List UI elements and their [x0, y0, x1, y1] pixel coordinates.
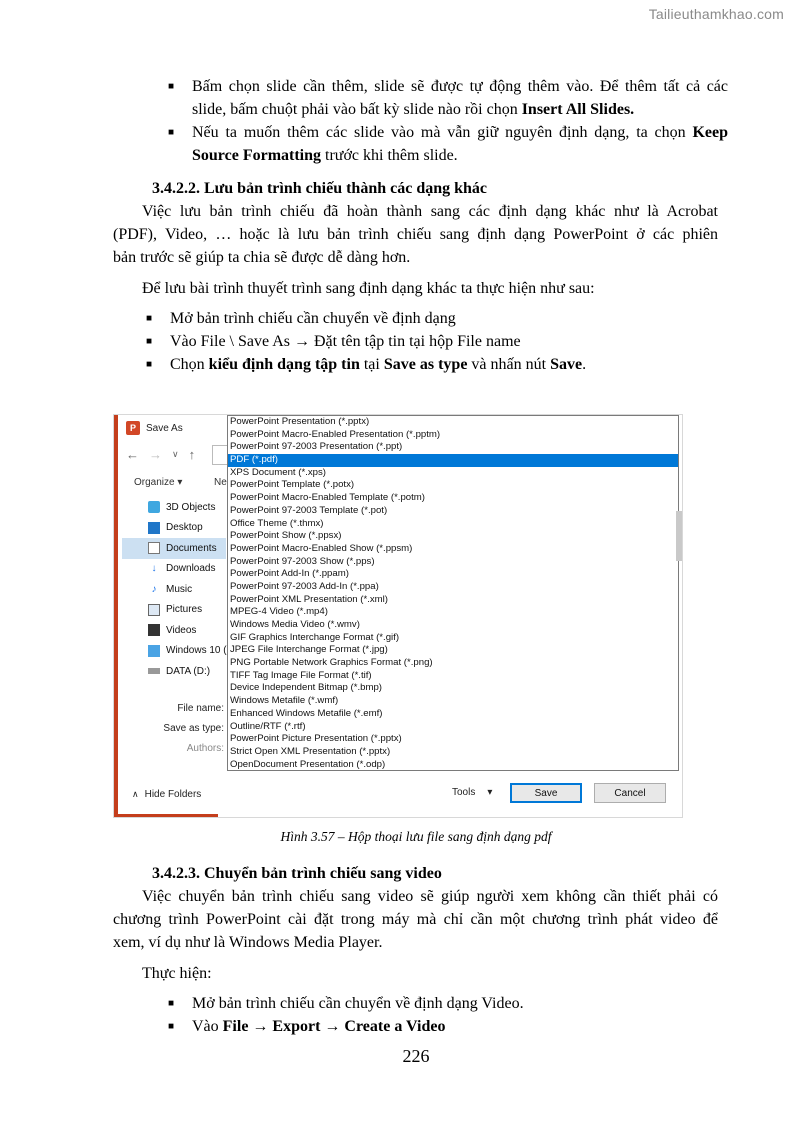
type-option[interactable]: OpenDocument Presentation (*.odp): [230, 758, 386, 770]
type-option[interactable]: PowerPoint 97-2003 Presentation (*.ppt): [230, 441, 403, 453]
arrow-right-icon: →: [324, 1018, 341, 1035]
type-option[interactable]: PowerPoint Picture Presentation (*.pptx): [230, 733, 402, 745]
sidebar-item-label: Downloads: [166, 563, 216, 575]
sidebar-item-label: Pictures: [166, 604, 203, 616]
heading-3422: 3.4.2.2. Lưu bản trình chiếu thành các dạng khác: [152, 180, 488, 197]
pictures-icon: [148, 604, 160, 616]
step-choose-type: [146, 353, 586, 376]
bullet-insert-all: [168, 75, 728, 121]
type-option[interactable]: Enhanced Windows Metafile (*.emf): [230, 707, 383, 719]
type-option[interactable]: PowerPoint Template (*.potx): [230, 479, 355, 491]
type-option[interactable]: JPEG File Interchange Format (*.jpg): [230, 644, 388, 656]
bullet-square-icon: ■: [168, 1021, 175, 1032]
type-option[interactable]: Device Independent Bitmap (*.bmp): [230, 682, 382, 694]
para-3422-line1: Việc lưu bản trình chiếu đã hoàn thành sang các định dạng khác như là Acrobat: [142, 203, 718, 220]
video-step-export: [168, 1015, 445, 1038]
type-option[interactable]: TIFF Tag Image File Format (*.tif): [230, 669, 372, 681]
navigation-pane: [122, 497, 226, 682]
para-3422-line3: bản trước sẽ giúp ta chia sẽ được dễ dàng hơn.: [113, 249, 411, 266]
step-text: Mở bản trình chiếu cần chuyển về định dạng: [170, 310, 456, 327]
step-text: Mở bản trình chiếu cần chuyển về định dạng Video.: [192, 995, 524, 1012]
bullet-square-icon: ■: [146, 359, 153, 370]
sidebar-item-label: Videos: [166, 624, 197, 636]
window-accent-bar: [114, 415, 118, 818]
type-option[interactable]: XPS Document (*.xps): [230, 466, 326, 478]
file-name-label: File name:: [177, 703, 224, 714]
step-text: Chọn kiểu định dạng tập tin tại Save as type và nhấn nút Save.: [170, 356, 587, 373]
up-arrow-icon[interactable]: ↑: [188, 447, 196, 462]
step-save-as: [146, 330, 521, 353]
sidebar-item-3d-objects[interactable]: [122, 497, 226, 518]
sidebar-item-label: Documents: [166, 542, 217, 554]
bullet-keep-format: [168, 121, 728, 167]
sidebar-item-data-drive[interactable]: [122, 661, 226, 682]
bullet-text-line2: slide, bấm chuột phải vào bất kỳ slide nào rồi chọn Insert All Slides.: [192, 101, 635, 118]
para-3423-line2: chương trình PowerPoint cài đặt trong máy mà chỉ cần một chương trình phát video để: [113, 911, 718, 928]
type-option[interactable]: PowerPoint 97-2003 Add-In (*.ppa): [230, 580, 379, 592]
cancel-button[interactable]: Cancel: [594, 783, 666, 803]
type-option[interactable]: PowerPoint XML Presentation (*.xml): [230, 593, 389, 605]
sidebar-item-downloads[interactable]: [122, 559, 226, 580]
sidebar-item-label: Desktop: [166, 522, 203, 534]
type-option[interactable]: PowerPoint 97-2003 Template (*.pot): [230, 504, 388, 516]
bullet-text: Nếu ta muốn thêm các slide vào mà vẫn giữ nguyên định dạng, ta chọn Keep: [192, 124, 728, 141]
type-option[interactable]: PowerPoint Macro-Enabled Show (*.ppsm): [230, 542, 413, 554]
figure-caption: Hình 3.57 – Hộp thoại lưu file sang định dạng pdf: [280, 829, 552, 844]
form-labels: [154, 699, 224, 759]
authors-label: Authors:: [186, 743, 224, 754]
save-button[interactable]: Save: [510, 783, 582, 803]
thuc-hien-label: Thực hiện:: [142, 965, 212, 982]
type-option[interactable]: PNG Portable Network Graphics Format (*.png): [230, 657, 433, 669]
type-option[interactable]: PowerPoint Presentation (*.pptx): [230, 416, 370, 427]
chevron-up-icon: ∧: [132, 789, 139, 799]
bullet-text: Bấm chọn slide cần thêm, slide sẽ được tự động thêm vào. Để thêm tất cả các: [192, 78, 728, 95]
type-option[interactable]: GIF Graphics Interchange Format (*.gif): [230, 631, 400, 643]
chevron-down-icon[interactable]: ∨: [172, 449, 179, 459]
window-accent-bottom: [114, 814, 218, 817]
para-3423-line1: Việc chuyển bản trình chiếu sang video sẽ giúp người xem không cần thiết phải có: [142, 888, 718, 905]
step-text: Vào File → Export → Create a Video: [192, 1018, 446, 1035]
type-option-selected-pdf[interactable]: PDF (*.pdf): [228, 454, 678, 467]
music-note-icon: ♪: [151, 583, 157, 595]
windows-drive-icon: [148, 645, 160, 657]
bullet-text-line2: Source Formatting trước khi thêm slide.: [192, 147, 458, 164]
bullet-square-icon: ■: [168, 127, 175, 138]
save-as-dialog-screenshot: [113, 414, 683, 818]
dialog-titlebar: [118, 415, 226, 441]
hide-folders-label: Hide Folders: [144, 789, 202, 800]
watermark: Tailieuthamkhao.com: [648, 6, 784, 22]
heading-3423: 3.4.2.3. Chuyển bản trình chiếu sang video: [152, 865, 442, 882]
video-step-open: [168, 992, 524, 1015]
type-option[interactable]: MPEG-4 Video (*.mp4): [230, 606, 328, 618]
type-option[interactable]: PowerPoint Macro-Enabled Presentation (*.pptm): [230, 428, 441, 440]
para-3422-intro-steps: Để lưu bài trình thuyết trình sang định dạng khác ta thực hiện như sau:: [142, 280, 595, 297]
hide-folders-toggle[interactable]: [132, 789, 201, 800]
sidebar-item-label: Windows 10 (: [166, 645, 227, 657]
bullet-square-icon: ■: [146, 336, 153, 347]
3d-objects-icon: [148, 501, 160, 513]
bullet-square-icon: ■: [168, 81, 175, 92]
type-option[interactable]: PowerPoint Add-In (*.ppam): [230, 568, 349, 580]
drive-icon: [148, 668, 160, 674]
sidebar-item-desktop[interactable]: [122, 518, 226, 539]
tools-label: Tools: [452, 787, 476, 798]
download-arrow-icon: ↓: [151, 563, 157, 575]
type-option[interactable]: PowerPoint Show (*.ppsx): [230, 530, 342, 542]
type-option[interactable]: Strict Open XML Presentation (*.pptx): [230, 745, 391, 757]
step-open: [146, 307, 456, 330]
sidebar-item-pictures[interactable]: [122, 600, 226, 621]
para-3423-line3: xem, ví dụ như là Windows Media Player.: [113, 934, 383, 951]
sidebar-item-label: 3D Objects: [166, 501, 216, 513]
videos-icon: [148, 624, 160, 636]
back-arrow-icon[interactable]: ←: [126, 447, 139, 462]
page-number: 226: [402, 1046, 430, 1066]
save-as-type-label: Save as type:: [163, 723, 224, 734]
tools-menu[interactable]: [452, 787, 492, 798]
dropdown-caret-icon: ▾: [487, 787, 493, 798]
sidebar-item-videos[interactable]: [122, 620, 226, 641]
new-folder-button[interactable]: Ne: [214, 477, 227, 488]
organize-button[interactable]: Organize ▾: [134, 477, 183, 488]
sidebar-item-label: Music: [166, 583, 193, 595]
sidebar-item-windows-drive[interactable]: [122, 641, 226, 662]
type-option[interactable]: Windows Media Video (*.wmv): [230, 619, 360, 630]
step-text: Vào File \ Save As → Đặt tên tập tin tại hộp File name: [170, 333, 521, 350]
type-option[interactable]: PowerPoint Macro-Enabled Template (*.potm): [230, 492, 425, 504]
forward-arrow-icon[interactable]: →: [149, 447, 162, 462]
arrow-right-icon: →: [252, 1018, 269, 1035]
save-as-type-dropdown[interactable]: [227, 415, 679, 771]
desktop-icon: [148, 522, 160, 534]
address-bar[interactable]: [212, 445, 228, 465]
para-3422-line2: (PDF), Video, … hoặc là lưu bản trình chiếu sang định dạng PowerPoint ở các phiên: [113, 226, 718, 243]
scrollbar-thumb[interactable]: [676, 511, 682, 561]
dialog-title: Save As: [146, 422, 183, 434]
sidebar-item-label: DATA (D:): [166, 665, 211, 677]
bullet-square-icon: ■: [168, 998, 175, 1009]
type-option[interactable]: PowerPoint 97-2003 Show (*.pps): [230, 555, 375, 567]
nav-buttons: [126, 447, 195, 462]
sidebar-item-documents[interactable]: [122, 538, 226, 559]
bullet-square-icon: ■: [146, 313, 153, 324]
sidebar-item-music[interactable]: [122, 579, 226, 600]
type-option[interactable]: Office Theme (*.thmx): [230, 517, 324, 529]
powerpoint-icon: P: [126, 421, 140, 435]
type-option[interactable]: Outline/RTF (*.rtf): [230, 720, 306, 732]
documents-icon: [148, 542, 160, 554]
type-option[interactable]: Windows Metafile (*.wmf): [230, 695, 339, 707]
